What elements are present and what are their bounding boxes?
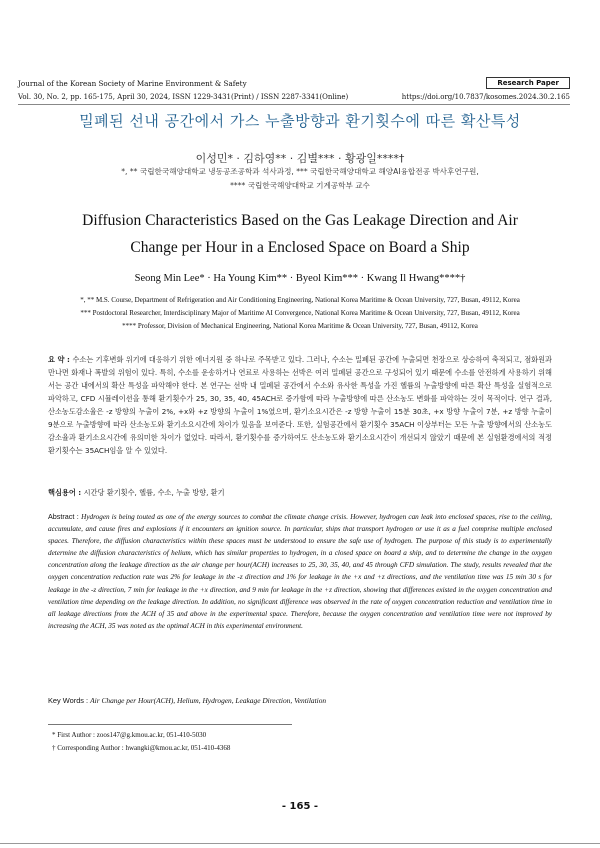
english-affiliation-2: *** Postdoctoral Researcher, Interdisciplinary Major of Maritime AI Convergence, National Korea Maritime & Ocean University, 727, Busan, 49112, Korea: [80, 309, 520, 317]
english-title-line-2: Change per Hour in a Enclosed Space on Board a Ship: [130, 239, 470, 256]
english-abstract-label: Abstract :: [48, 512, 82, 521]
korean-abstract: [48, 353, 552, 457]
volume-info: Vol. 30, No. 2, pp. 165-175, April 30, 2024, ISSN 1229-3431(Print) / ISSN 2287-3341(Online): [18, 93, 349, 101]
korean-keywords-label: 핵심용어 :: [48, 488, 84, 497]
english-title: [0, 207, 600, 261]
english-affiliation-3: **** Professor, Division of Mechanical Engineering, National Korea Maritime & Ocean University, 727, Busan, 49112, Korea: [122, 322, 478, 330]
doi-link[interactable]: https://doi.org/10.7837/kosomes.2024.30.2.165: [401, 93, 570, 101]
page-bottom-border: [0, 843, 600, 844]
english-abstract: [48, 511, 552, 632]
english-authors: Seong Min Lee* · Ha Young Kim** · Byeol Kim*** · Kwang Il Hwang****†: [134, 273, 466, 284]
english-keywords: [48, 696, 326, 705]
korean-title: 밀폐된 선내 공간에서 가스 누출방향과 환기횟수에 따른 확산특성: [79, 112, 521, 130]
corresponding-author-footnote: † Corresponding Author : hwangki@kmou.ac.kr, 051-410-4368: [52, 744, 231, 752]
korean-affiliation-2: **** 국립한국해양대학교 기계공학부 교수: [230, 181, 370, 190]
english-abstract-text: Hydrogen is being touted as one of the energy sources to combat the climate change crisis. However, hydrogen can leak into enclosed spaces, rise to the ceiling, accumulate, and cause fires and explosions if it encounters an ignition source. In particular, ships that transport hydrogen or use it as a fuel comprise multiple enclosed spaces. Therefore, the diffusion characteristics within these spaces must be understood to ensure the safe use of hydrogen. The purpose of this study is to experimentally determine the diffusion characteristics of helium, which has similar properties to hydrogen, in a closed space on board a ship, and to determine the change in the oxygen concentration along the leakage direction as the air change per hour(ACH) increases to 25, 30, 35, 40, and 45 through CFD simulation. The study, results revealed that the oxygen concentration reduction rate was 2% for leakage in the -z direction and 1% for leakage in the +x and +z directions, and the ventilation time was 15 min 30 s for leakage in the -z direction, 7 min for leakage in the +x direction, and 9 min for leakage in the +z direction, showing that differences existed in the oxygen concentration and ventilation time depending on the leakage direction. In addition, no significant difference was observed in the rate of oxygen concentration reduction and ventilation time in all leakage directions from the ACH of 35 and above in the experimental space. Therefore, because the oxygen concentration and ventilation time were not improved by increasing the ACH, 35 was noted as the optimal ACH in this experimental environment.: [48, 513, 553, 630]
header-divider: [18, 104, 570, 105]
page-number: - 165 -: [281, 801, 319, 812]
korean-authors: 이성민* · 김하영** · 김별*** · 황광일****†: [195, 152, 405, 165]
article-type-badge: Research Paper: [486, 77, 570, 89]
journal-name: Journal of the Korean Society of Marine Environment & Safety: [18, 79, 247, 88]
english-affiliation-1: *, ** M.S. Course, Department of Refrigeration and Air Conditioning Engineering, National Korea Maritime & Ocean University, 727, Busan, 49112, Korea: [80, 296, 520, 304]
english-keywords-label: Key Words :: [48, 696, 91, 705]
korean-keywords-text: 시간당 환기횟수, 헬륨, 수소, 누출 방향, 환기: [83, 488, 225, 497]
footnote-divider: [48, 724, 292, 725]
korean-abstract-text: 수소는 기후변화 위기에 대응하기 위한 에너지원 중 하나로 주목받고 있다. 그러나, 수소는 밀폐된 공간에 누출되면 천장으로 상승하여 축적되고, 점화원과 만나면 화재나 폭발의 위험이 있다. 특히, 수소를 운송하거나 연료로 사용하는 선박은 여러 밀폐된 공간으로 구성되어 있기 때문에 수소를 안전하게 사용하기 위해서는 공간 내에서의 확산 특성을 파악해야 한다. 본 연구는 선박 내 밀폐된 공간에서 수소와 유사한 특성을 가진 헬륨의 누출방향에 따른 확산 특성을 실험적으로 파악하고, CFD 시뮬레이션을 통해 환기횟수가 25, 30, 35, 40, 45ACH로 증가함에 따라 누출방향에 따른 산소농도 변화를 파악하는 것이 목적이다. 연구 결과, 산소농도감소율은 -z 방향의 누출이 2%, +x와 +z 방향의 누출이 1%였으며, 환기소요시간은 -z 방향 누출이 15분 30초, +x 방향 누출이 7분, +z 방향 누출이 9분으로 누출방향에 따라 산소농도와 환기소요시간에 차이가 있음을 보여준다. 또한, 실험공간에서 환기횟수 35ACH 이상부터는 모든 누출 방향에서의 산소농도감소율과 환기소요시간에 유의미한 차이가 없었다. 따라서, 환기횟수를 증가하여도 산소농도와 환기소요시간이 개선되지 않았기 때문에 본 실험환경에서의 적정 환기횟수는 35ACH임을 알 수 있었다.: [48, 355, 552, 455]
english-title-line-1: Diffusion Characteristics Based on the Gas Leakage Direction and Air: [82, 212, 518, 229]
korean-affiliation-1: *, ** 국립한국해양대학교 냉동공조공학과 석사과정, *** 국립한국해양대학교 해양AI융합전공 박사후연구원,: [121, 167, 479, 176]
first-author-footnote: * First Author : zoos147@g.kmou.ac.kr, 051-410-5030: [52, 731, 207, 739]
korean-abstract-label: 요 약 :: [48, 355, 73, 364]
english-keywords-text: Air Change per Hour(ACH), Helium, Hydrogen, Leakage Direction, Ventilation: [90, 696, 327, 705]
korean-keywords: [48, 488, 225, 498]
